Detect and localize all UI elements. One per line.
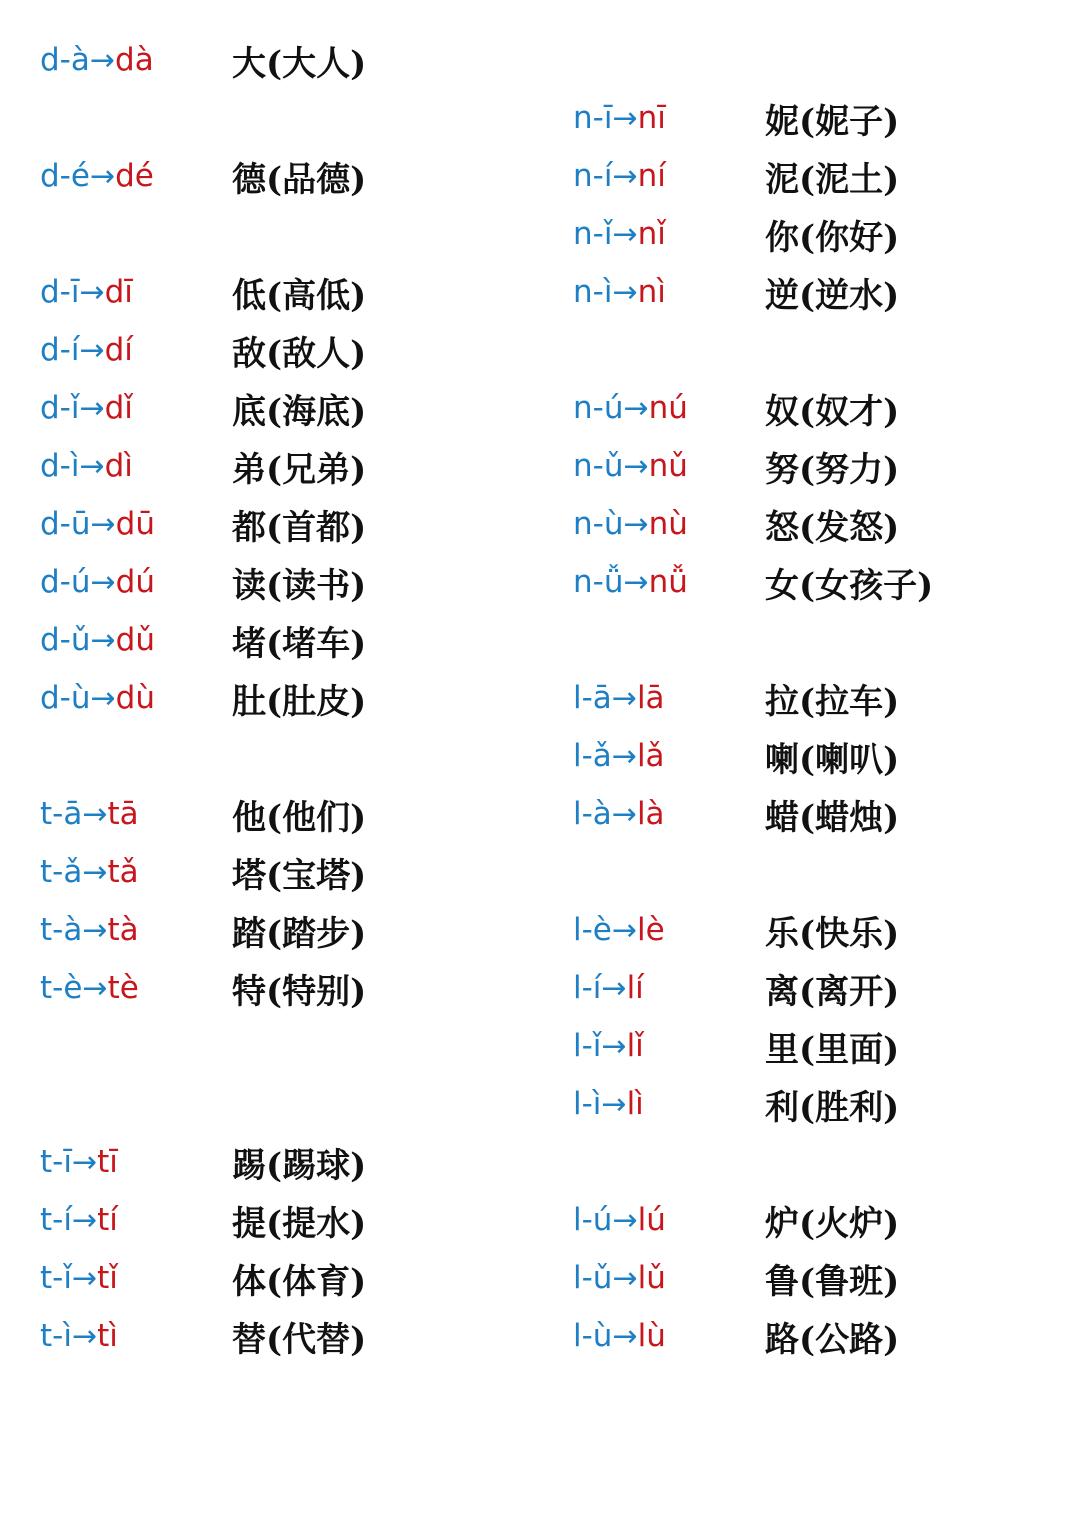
pinyin-parts: t-à <box>40 912 83 948</box>
pinyin-entry <box>573 669 1053 727</box>
pinyin-spelling <box>40 970 232 1006</box>
arrow-icon: → <box>90 681 116 716</box>
arrow-icon: → <box>623 565 649 600</box>
character-with-example: 提(提水) <box>232 1203 367 1244</box>
arrow-icon: → <box>611 681 637 716</box>
pinyin-syllable: ní <box>637 158 666 194</box>
pinyin-syllable: lì <box>626 1086 644 1122</box>
pinyin-entry <box>40 147 520 205</box>
pinyin-spelling <box>573 912 765 948</box>
character-with-example: 堵(堵车) <box>232 623 367 664</box>
arrow-icon: → <box>623 391 649 426</box>
pinyin-spelling <box>573 1028 765 1064</box>
arrow-icon: → <box>82 913 108 948</box>
pinyin-syllable: nǐ <box>637 216 666 252</box>
pinyin-spelling <box>573 1202 765 1238</box>
arrow-icon: → <box>612 1319 638 1354</box>
pinyin-entry <box>40 379 520 437</box>
pinyin-entry <box>573 379 1053 437</box>
character-with-example: 奴(奴才) <box>765 391 900 432</box>
arrow-icon: → <box>611 797 637 832</box>
arrow-icon: → <box>90 623 116 658</box>
pinyin-spelling <box>40 796 232 832</box>
character-with-example: 妮(妮子) <box>765 101 900 142</box>
character-with-example: 喇(喇叭) <box>765 739 900 780</box>
pinyin-entry <box>573 147 1053 205</box>
character-with-example: 踢(踢球) <box>232 1145 367 1186</box>
pinyin-syllable: tí <box>97 1202 118 1238</box>
pinyin-parts: n-ù <box>573 506 624 542</box>
pinyin-parts: d-ú <box>40 564 91 600</box>
pinyin-parts: t-ǎ <box>40 854 83 890</box>
pinyin-syllable: nǚ <box>648 564 688 600</box>
pinyin-spelling <box>573 100 765 136</box>
pinyin-parts: d-ū <box>40 506 91 542</box>
pinyin-entry <box>573 205 1053 263</box>
pinyin-syllable: lí <box>626 970 644 1006</box>
pinyin-syllable: nì <box>637 274 666 310</box>
arrow-icon: → <box>79 333 105 368</box>
pinyin-syllable: tǐ <box>97 1260 118 1296</box>
pinyin-syllable: nǔ <box>648 448 688 484</box>
pinyin-parts: d-ǐ <box>40 390 80 426</box>
pinyin-entry <box>40 263 520 321</box>
pinyin-parts: l-à <box>573 796 612 832</box>
character-with-example: 逆(逆水) <box>765 275 900 316</box>
pinyin-entry <box>573 727 1053 785</box>
pinyin-spelling <box>40 158 232 194</box>
arrow-icon: → <box>612 101 638 136</box>
pinyin-syllable: dà <box>115 42 154 78</box>
character-with-example: 你(你好) <box>765 217 900 258</box>
pinyin-entry <box>573 1191 1053 1249</box>
pinyin-entry <box>40 669 520 727</box>
pinyin-spelling <box>573 158 765 194</box>
pinyin-parts: l-í <box>573 970 602 1006</box>
pinyin-syllable: lú <box>637 1202 666 1238</box>
pinyin-parts: l-ú <box>573 1202 613 1238</box>
arrow-icon: → <box>612 275 638 310</box>
pinyin-syllable: tè <box>107 970 139 1006</box>
pinyin-spelling <box>40 332 232 368</box>
pinyin-parts: d-ù <box>40 680 91 716</box>
character-with-example: 泥(泥土) <box>765 159 900 200</box>
pinyin-parts: n-í <box>573 158 613 194</box>
character-with-example: 女(女孩子) <box>765 565 934 606</box>
pinyin-spelling <box>573 796 765 832</box>
arrow-icon: → <box>82 855 108 890</box>
pinyin-parts: t-è <box>40 970 83 1006</box>
pinyin-syllable: dé <box>115 158 154 194</box>
character-with-example: 弟(兄弟) <box>232 449 367 490</box>
pinyin-entry <box>40 31 520 89</box>
arrow-icon: → <box>612 1261 638 1296</box>
pinyin-parts: d-ī <box>40 274 80 310</box>
arrow-icon: → <box>612 217 638 252</box>
pinyin-entry <box>40 785 520 843</box>
pinyin-parts: n-ǔ <box>573 448 624 484</box>
pinyin-spelling <box>40 274 232 310</box>
pinyin-entry <box>40 959 520 1017</box>
pinyin-parts: t-ì <box>40 1318 72 1354</box>
pinyin-syllable: tā <box>107 796 139 832</box>
pinyin-spelling <box>573 390 765 426</box>
pinyin-syllable: dì <box>104 448 133 484</box>
pinyin-syllable: nú <box>648 390 688 426</box>
pinyin-parts: t-ǐ <box>40 1260 72 1296</box>
pinyin-entry <box>573 495 1053 553</box>
character-with-example: 路(公路) <box>765 1319 900 1360</box>
character-with-example: 特(特别) <box>232 971 367 1012</box>
pinyin-syllable: lù <box>637 1318 666 1354</box>
pinyin-spelling <box>40 390 232 426</box>
pinyin-parts: l-ì <box>573 1086 602 1122</box>
pinyin-entry <box>573 553 1053 611</box>
pinyin-parts: d-é <box>40 158 90 194</box>
pinyin-spelling <box>40 564 232 600</box>
pinyin-entry <box>573 1249 1053 1307</box>
arrow-icon: → <box>612 1203 638 1238</box>
character-with-example: 离(离开) <box>765 971 900 1012</box>
pinyin-syllable: dǔ <box>115 622 155 658</box>
arrow-icon: → <box>79 391 105 426</box>
pinyin-entry <box>573 437 1053 495</box>
character-with-example: 乐(快乐) <box>765 913 900 954</box>
pinyin-spelling <box>40 680 232 716</box>
pinyin-syllable: tī <box>97 1144 118 1180</box>
pinyin-parts: l-ù <box>573 1318 613 1354</box>
pinyin-parts: d-ì <box>40 448 80 484</box>
pinyin-parts: n-ú <box>573 390 624 426</box>
pinyin-parts: t-í <box>40 1202 72 1238</box>
pinyin-spelling <box>573 1318 765 1354</box>
pinyin-spelling <box>40 912 232 948</box>
arrow-icon: → <box>623 449 649 484</box>
pinyin-entry <box>573 1307 1053 1365</box>
arrow-icon: → <box>71 1261 98 1296</box>
pinyin-parts: t-ā <box>40 796 83 832</box>
arrow-icon: → <box>89 159 116 194</box>
character-with-example: 替(代替) <box>232 1319 367 1360</box>
pinyin-parts: d-à <box>40 42 90 78</box>
character-with-example: 鲁(鲁班) <box>765 1261 900 1302</box>
character-with-example: 敌(敌人) <box>232 333 367 374</box>
pinyin-parts: l-ā <box>573 680 612 716</box>
pinyin-spelling <box>40 1318 232 1354</box>
pinyin-entry <box>573 959 1053 1017</box>
pinyin-entry <box>40 321 520 379</box>
pinyin-spelling <box>40 1144 232 1180</box>
pinyin-parts: d-í <box>40 332 80 368</box>
arrow-icon: → <box>71 1203 98 1238</box>
pinyin-entry <box>40 901 520 959</box>
pinyin-syllable: tà <box>107 912 139 948</box>
pinyin-spelling <box>573 738 765 774</box>
pinyin-spelling <box>573 1086 765 1122</box>
arrow-icon: → <box>71 1319 98 1354</box>
pinyin-spelling <box>40 42 232 78</box>
character-with-example: 蜡(蜡烛) <box>765 797 900 838</box>
pinyin-spelling <box>40 448 232 484</box>
pinyin-spelling <box>40 622 232 658</box>
pinyin-parts: n-ǚ <box>573 564 624 600</box>
pinyin-entry <box>40 495 520 553</box>
character-with-example: 肚(肚皮) <box>232 681 367 722</box>
arrow-icon: → <box>82 971 108 1006</box>
character-with-example: 怒(发怒) <box>765 507 900 548</box>
pinyin-syllable: nù <box>648 506 688 542</box>
character-with-example: 底(海底) <box>232 391 367 432</box>
pinyin-entry <box>40 1307 520 1365</box>
character-with-example: 大(大人) <box>232 43 367 84</box>
pinyin-parts: n-ī <box>573 100 613 136</box>
pinyin-entry <box>573 785 1053 843</box>
arrow-icon: → <box>79 449 105 484</box>
pinyin-entry <box>40 843 520 901</box>
arrow-icon: → <box>601 971 627 1006</box>
pinyin-parts: d-ǔ <box>40 622 91 658</box>
pinyin-spelling <box>573 216 765 252</box>
character-with-example: 炉(火炉) <box>765 1203 900 1244</box>
character-with-example: 努(努力) <box>765 449 900 490</box>
pinyin-spelling <box>573 1260 765 1296</box>
arrow-icon: → <box>601 1087 627 1122</box>
pinyin-entry <box>40 1133 520 1191</box>
pinyin-parts: l-è <box>573 912 612 948</box>
arrow-icon: → <box>601 1029 627 1064</box>
pinyin-spelling <box>573 506 765 542</box>
character-with-example: 德(品德) <box>232 159 367 200</box>
character-with-example: 塔(宝塔) <box>232 855 367 896</box>
pinyin-spelling <box>573 680 765 716</box>
pinyin-entry <box>40 437 520 495</box>
pinyin-syllable: dū <box>115 506 155 542</box>
arrow-icon: → <box>90 507 116 542</box>
pinyin-spelling <box>573 564 765 600</box>
pinyin-syllable: lǔ <box>637 1260 666 1296</box>
arrow-icon: → <box>71 1145 98 1180</box>
pinyin-syllable: lā <box>636 680 665 716</box>
character-with-example: 读(读书) <box>232 565 367 606</box>
pinyin-spelling <box>573 970 765 1006</box>
pinyin-syllable: dǐ <box>104 390 133 426</box>
pinyin-entry <box>573 901 1053 959</box>
pinyin-spelling <box>40 1260 232 1296</box>
pinyin-spelling <box>40 506 232 542</box>
arrow-icon: → <box>89 43 116 78</box>
pinyin-entry <box>573 89 1053 147</box>
character-with-example: 都(首都) <box>232 507 367 548</box>
pinyin-entry <box>573 263 1053 321</box>
pinyin-syllable: dú <box>115 564 155 600</box>
pinyin-entry <box>573 1017 1053 1075</box>
pinyin-syllable: dī <box>104 274 133 310</box>
pinyin-entry <box>40 611 520 669</box>
pinyin-parts: n-ǐ <box>573 216 613 252</box>
arrow-icon: → <box>79 275 105 310</box>
pinyin-parts: l-ǎ <box>573 738 612 774</box>
character-with-example: 里(里面) <box>765 1029 900 1070</box>
arrow-icon: → <box>623 507 649 542</box>
character-with-example: 低(高低) <box>232 275 367 316</box>
pinyin-spelling <box>573 274 765 310</box>
pinyin-entry <box>40 1191 520 1249</box>
arrow-icon: → <box>90 565 116 600</box>
pinyin-spelling <box>573 448 765 484</box>
pinyin-syllable: tì <box>97 1318 118 1354</box>
pinyin-entry <box>40 553 520 611</box>
pinyin-syllable: dí <box>104 332 133 368</box>
pinyin-syllable: nī <box>637 100 666 136</box>
arrow-icon: → <box>612 159 638 194</box>
character-with-example: 拉(拉车) <box>765 681 900 722</box>
pinyin-parts: t-ī <box>40 1144 72 1180</box>
arrow-icon: → <box>611 739 637 774</box>
arrow-icon: → <box>82 797 108 832</box>
pinyin-spelling <box>40 1202 232 1238</box>
character-with-example: 踏(踏步) <box>232 913 367 954</box>
pinyin-entry <box>40 1249 520 1307</box>
character-with-example: 他(他们) <box>232 797 367 838</box>
pinyin-parts: l-ǐ <box>573 1028 602 1064</box>
pinyin-syllable: lè <box>637 912 665 948</box>
arrow-icon: → <box>611 913 638 948</box>
character-with-example: 利(胜利) <box>765 1087 900 1128</box>
pinyin-syllable: tǎ <box>107 854 139 890</box>
pinyin-spelling <box>40 854 232 890</box>
pinyin-syllable: là <box>636 796 665 832</box>
character-with-example: 体(体育) <box>232 1261 367 1302</box>
pinyin-entry <box>573 1075 1053 1133</box>
pinyin-parts: l-ǔ <box>573 1260 613 1296</box>
pinyin-parts: n-ì <box>573 274 613 310</box>
pinyin-syllable: lǎ <box>636 738 665 774</box>
pinyin-syllable: lǐ <box>626 1028 644 1064</box>
pinyin-syllable: dù <box>115 680 155 716</box>
